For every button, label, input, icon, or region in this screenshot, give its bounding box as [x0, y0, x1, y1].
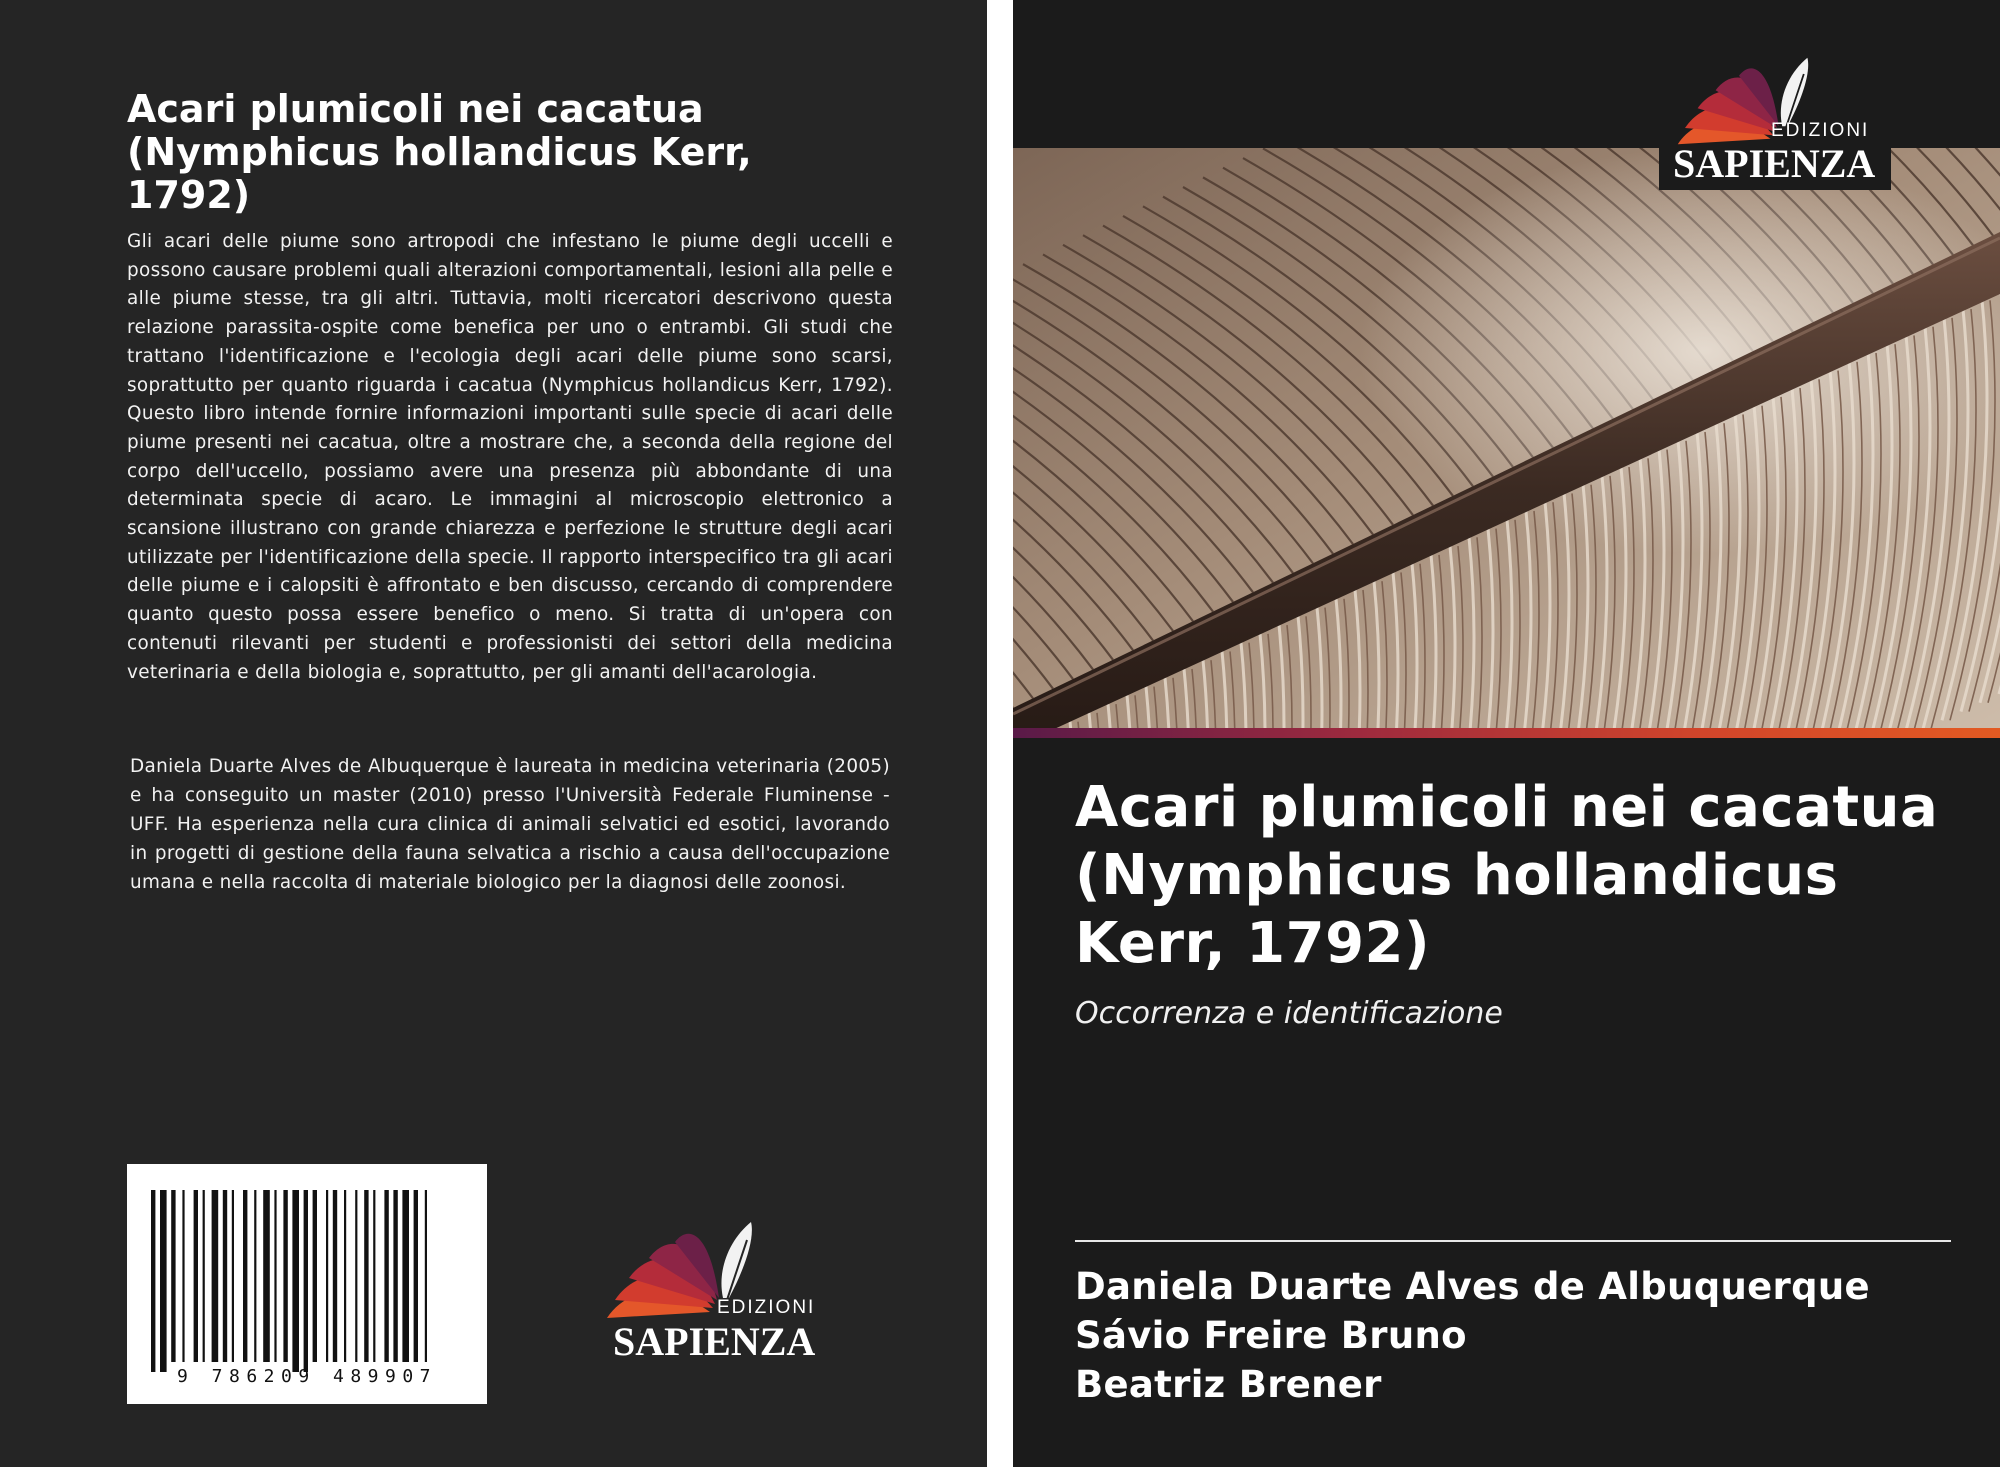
publisher-imprint: EDIZIONI — [1771, 120, 1870, 141]
author-divider — [1075, 1240, 1951, 1242]
publisher-name: SAPIENZA — [1673, 141, 1876, 186]
author-bio: Daniela Duarte Alves de Albuquerque è laureata in medicina veterinaria (2005) e ha conseguito un master (2010) presso l'Università Federale Fluminense - UFF. Ha esperienza nella cura clinica di animali selvatici ed esotici, lavorando in progetti di gestione della fauna selvatica a rischio a causa dell'occupazione umana e nella raccolta di materiale biologico per la diagnosi delle zoonosi. — [130, 756, 890, 893]
publisher-name: SAPIENZA — [613, 1319, 816, 1364]
publisher-imprint: EDIZIONI — [717, 1297, 816, 1318]
publisher-logo-back — [605, 1220, 825, 1364]
barcode-digits: 9 786209 489907 — [176, 1366, 438, 1387]
spine-gap — [987, 0, 1013, 1467]
author-list — [1075, 1262, 1975, 1409]
front-cover — [1013, 0, 2000, 1467]
author-name: Daniela Duarte Alves de Albuquerque — [1075, 1265, 1870, 1308]
author-name: Sávio Freire Bruno — [1075, 1314, 1467, 1357]
front-cover-title: Acari plumicoli nei cacatua (Nymphicus hollandicus Kerr, 1792) — [1075, 775, 1939, 976]
back-cover-blurb: Gli acari delle piume sono artropodi che infestano le piume degli uccelli e possono causare problemi quali alterazioni comportamentali, lesioni alla pelle e alle piume stesse, tra gli altri. Tuttavia, molti ricercatori descrivono questa relazione parassita-ospite come benefica per uno o entrambi. Gli studi che trattano l'identificazione e l'ecologia degli acari delle piume sono scarsi, soprattutto per quanto riguarda i cacatua (Nymphicus hollandicus Kerr, 1792). Questo libro intende fornire informazioni importanti sulle specie di acari delle piume presenti nei cacatua, oltre a mostrare che, a seconda della regione del corpo dell'uccello, possiamo avere una presenza più abbondante di una determinata specie di acaro. Le immagini al microscopio elettronico a scansione illustrano con grande chiarezza e perfezione le strutture degli acari utilizzate per l'identificazione della specie. Il rapporto interspecifico tra gli acari delle piume e i calopsiti è affrontato e ben discusso, cercando di comprendere quanto questo possa essere benefico o meno. Si tratta di un'opera con contenuti rilevanti per studenti e professionisti dei settori della medicina veterinaria e della biologia e, soprattutto, per gli amanti dell'acarologia. — [127, 231, 893, 683]
accent-stripe — [1013, 728, 2000, 738]
publisher-logo-front — [1659, 56, 1891, 190]
author-name: Beatriz Brener — [1075, 1363, 1382, 1406]
back-cover-title: Acari plumicoli nei cacatua (Nymphicus hollandicus Kerr, 1792) — [127, 87, 752, 217]
back-cover — [0, 0, 987, 1467]
isbn-barcode — [127, 1164, 487, 1404]
feather-photo — [1013, 148, 2000, 728]
front-cover-subtitle: Occorrenza e identificazione — [1075, 996, 1503, 1031]
